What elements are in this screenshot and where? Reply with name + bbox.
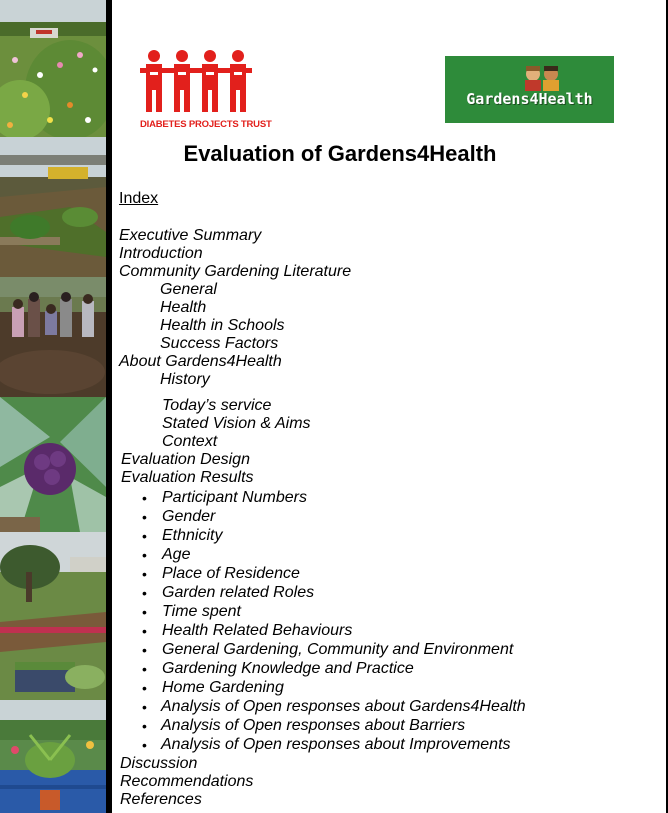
- toc-item: Participant Numbers: [162, 489, 307, 506]
- bullet-icon: •: [142, 604, 147, 620]
- diabetes-logo-text: DIABETES PROJECTS TRUST: [140, 119, 272, 130]
- bullet-icon: •: [142, 566, 147, 582]
- index-heading: Index: [119, 190, 159, 207]
- toc-item: Gender: [162, 508, 216, 525]
- purple-cauliflower-photo: [0, 397, 106, 532]
- toc-item: Success Factors: [160, 335, 279, 352]
- toc-item: Analysis of Open responses about Gardens4Health: [161, 698, 526, 715]
- toc-item: Executive Summary: [119, 227, 262, 244]
- toc-item: Evaluation Results: [121, 469, 254, 486]
- toc-item: About Gardens4Health: [119, 353, 282, 370]
- toc-item: General Gardening, Community and Environment: [162, 641, 514, 658]
- bullet-icon: •: [142, 718, 147, 734]
- toc-item: Health: [160, 299, 207, 316]
- bullet-icon: •: [142, 661, 147, 677]
- toc-item: Time spent: [162, 603, 241, 620]
- toc-item: Garden related Roles: [162, 584, 315, 601]
- garden-beds-photo: [0, 532, 106, 700]
- toc-item: Health in Schools: [160, 317, 285, 334]
- raised-beds-photo: [0, 137, 106, 277]
- toc-item: Age: [162, 546, 191, 563]
- bullet-icon: •: [142, 737, 147, 753]
- toc-item: Community Gardening Literature: [119, 263, 352, 280]
- toc-item: History: [160, 371, 210, 388]
- garden-flowers-photo: [0, 0, 106, 137]
- toc-item: Introduction: [119, 245, 203, 262]
- page-title: Evaluation of Gardens4Health: [183, 141, 497, 166]
- toc-item: Today’s service: [162, 397, 272, 414]
- toc-item: Discussion: [120, 755, 198, 772]
- bullet-icon: •: [142, 528, 147, 544]
- gardens4health-logo-text: Gardens4Health: [466, 90, 593, 108]
- people-garden-photo: [0, 277, 106, 397]
- people-figures-icon: [140, 48, 252, 112]
- toc-item: Gardening Knowledge and Practice: [162, 660, 414, 677]
- bullet-icon: •: [142, 509, 147, 525]
- gardeners-cartoon-icon: [520, 65, 564, 91]
- toc-item: Evaluation Design: [121, 451, 250, 468]
- toc-item: Recommendations: [120, 773, 254, 790]
- toc-item: Place of Residence: [162, 565, 300, 582]
- bullet-icon: •: [142, 585, 147, 601]
- bullet-icon: •: [142, 680, 147, 696]
- diabetes-projects-trust-logo: [140, 48, 272, 130]
- toc-item: Health Related Behaviours: [162, 622, 353, 639]
- bullet-icon: •: [142, 642, 147, 658]
- toc-item: Ethnicity: [162, 527, 223, 544]
- toc-item: Stated Vision & Aims: [162, 415, 311, 432]
- blue-planters-photo: [0, 700, 106, 813]
- toc-item: Analysis of Open responses about Barriers: [161, 717, 466, 734]
- photo-strip: [0, 0, 106, 813]
- gardens4health-logo: [445, 56, 614, 123]
- toc-item: General: [160, 281, 217, 298]
- toc-item: Analysis of Open responses about Improvements: [161, 736, 511, 753]
- bullet-icon: •: [142, 547, 147, 563]
- bullet-icon: •: [142, 623, 147, 639]
- bullet-icon: •: [142, 490, 147, 506]
- toc-item: References: [120, 791, 202, 808]
- bullet-icon: •: [142, 699, 147, 715]
- toc-item: Home Gardening: [162, 679, 284, 696]
- vertical-divider: [106, 0, 112, 813]
- toc-item: Context: [162, 433, 218, 450]
